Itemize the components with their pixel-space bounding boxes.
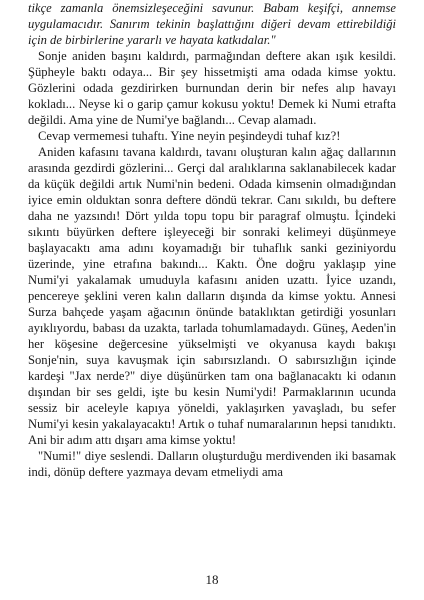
- paragraph-sonje-looks-up: Sonje aniden başını kaldırdı, parmağından deftere akan ışık kesildi. Şüpheyle baktı odaya... Bir şey hissetmişti ama odada kimse yoktu. Gözlerini odada gezdirirken burnundan derin bir nefes alıp havayı kokladı... Neyse ki o garip çamur kokusu yoktu! Demek ki Numi etrafta değildi. Ama yine de Numi'ye bağlandı... Cevap alamadı.: [28, 49, 396, 127]
- paragraph-no-answer: Cevap vermemesi tuhaftı. Yine neyin peşindeydi tuhaf kız?!: [38, 129, 341, 143]
- paragraph-calls-numi: "Numi!" diye seslendi. Dalların oluşturduğu merdivenden iki basamak indi, dönüp deftere yazmaya devam etmeliydi ama: [28, 449, 396, 479]
- book-page: [28, 0, 396, 600]
- page-number: 18: [205, 572, 219, 587]
- intro-italic-paragraph: tikçe zamanla önemsizleşeceğini savunur. Babam keşifçi, annemse uygulamacıdır. Sanırım tekinin başlattığını diğeri devam ettirebildiği için de birbirlerine yararlı ve hayata katkıdalar.": [28, 1, 396, 47]
- paragraph-looks-at-ceiling: Aniden kafasını tavana kaldırdı, tavanı oluşturan kalın ağaç dallarının arasında gezdirdi gözlerini... Gerçi dal aralıklarına saklanabilecek kadar da küçük değildi artık Numi'nin bedeni. Odada kimsenin olmadığından iyice emin olduktan sonra deftere döndü tekrar. Canı sıkıldı, bu deftere daha ne yazsındı! Dört yılda topu topu bir paragraf olmuştu. İçindeki sıkıntı büyürken deftere işleyeceği bir sonraki kelimeyi düşünmeye başlayacaktı ama adını koyamadığı bir tuhaflık sanki geziniyordu üzerinde, yine etrafına bakındı... Kaktı. Öne doğru yaklaşıp yine Numi'yi yakalamak umuduyla kafasını aniden uzattı. İyice uzandı, pencereye şeklini veren kalın dalların dışında da kimse yoktu. Annesi Surza bahçede yaşam ağacının önünde bataklıktan getirdiği yosunları ayıklıyordu, babası da uzakta, tarlada tohumlamadaydı. Güneş, Aeden'in her köşesine değercesine yükselmişti ve okyanusa kaydı bakışı Sonje'nin, suya kavuşmak için sabırsızlandı. O sabırsızlığın içinde kardeşi "Jax nerde?" diye düşünürken tam ona bağlanacaktı ki odanın dışından bir ses geldi, işte bu kesin Numi'ydi! Parmaklarının ucunda sessiz bir aceleyle kapıya yöneldi, yaklaşırken yavaşladı, bu sefer Numi'yi kesin yakalayacaktı! Artık o tuhaf numaralarının hepsi tanıdıktı. Ani bir adım attı dışarı ama kimse yoktu!: [28, 145, 396, 447]
